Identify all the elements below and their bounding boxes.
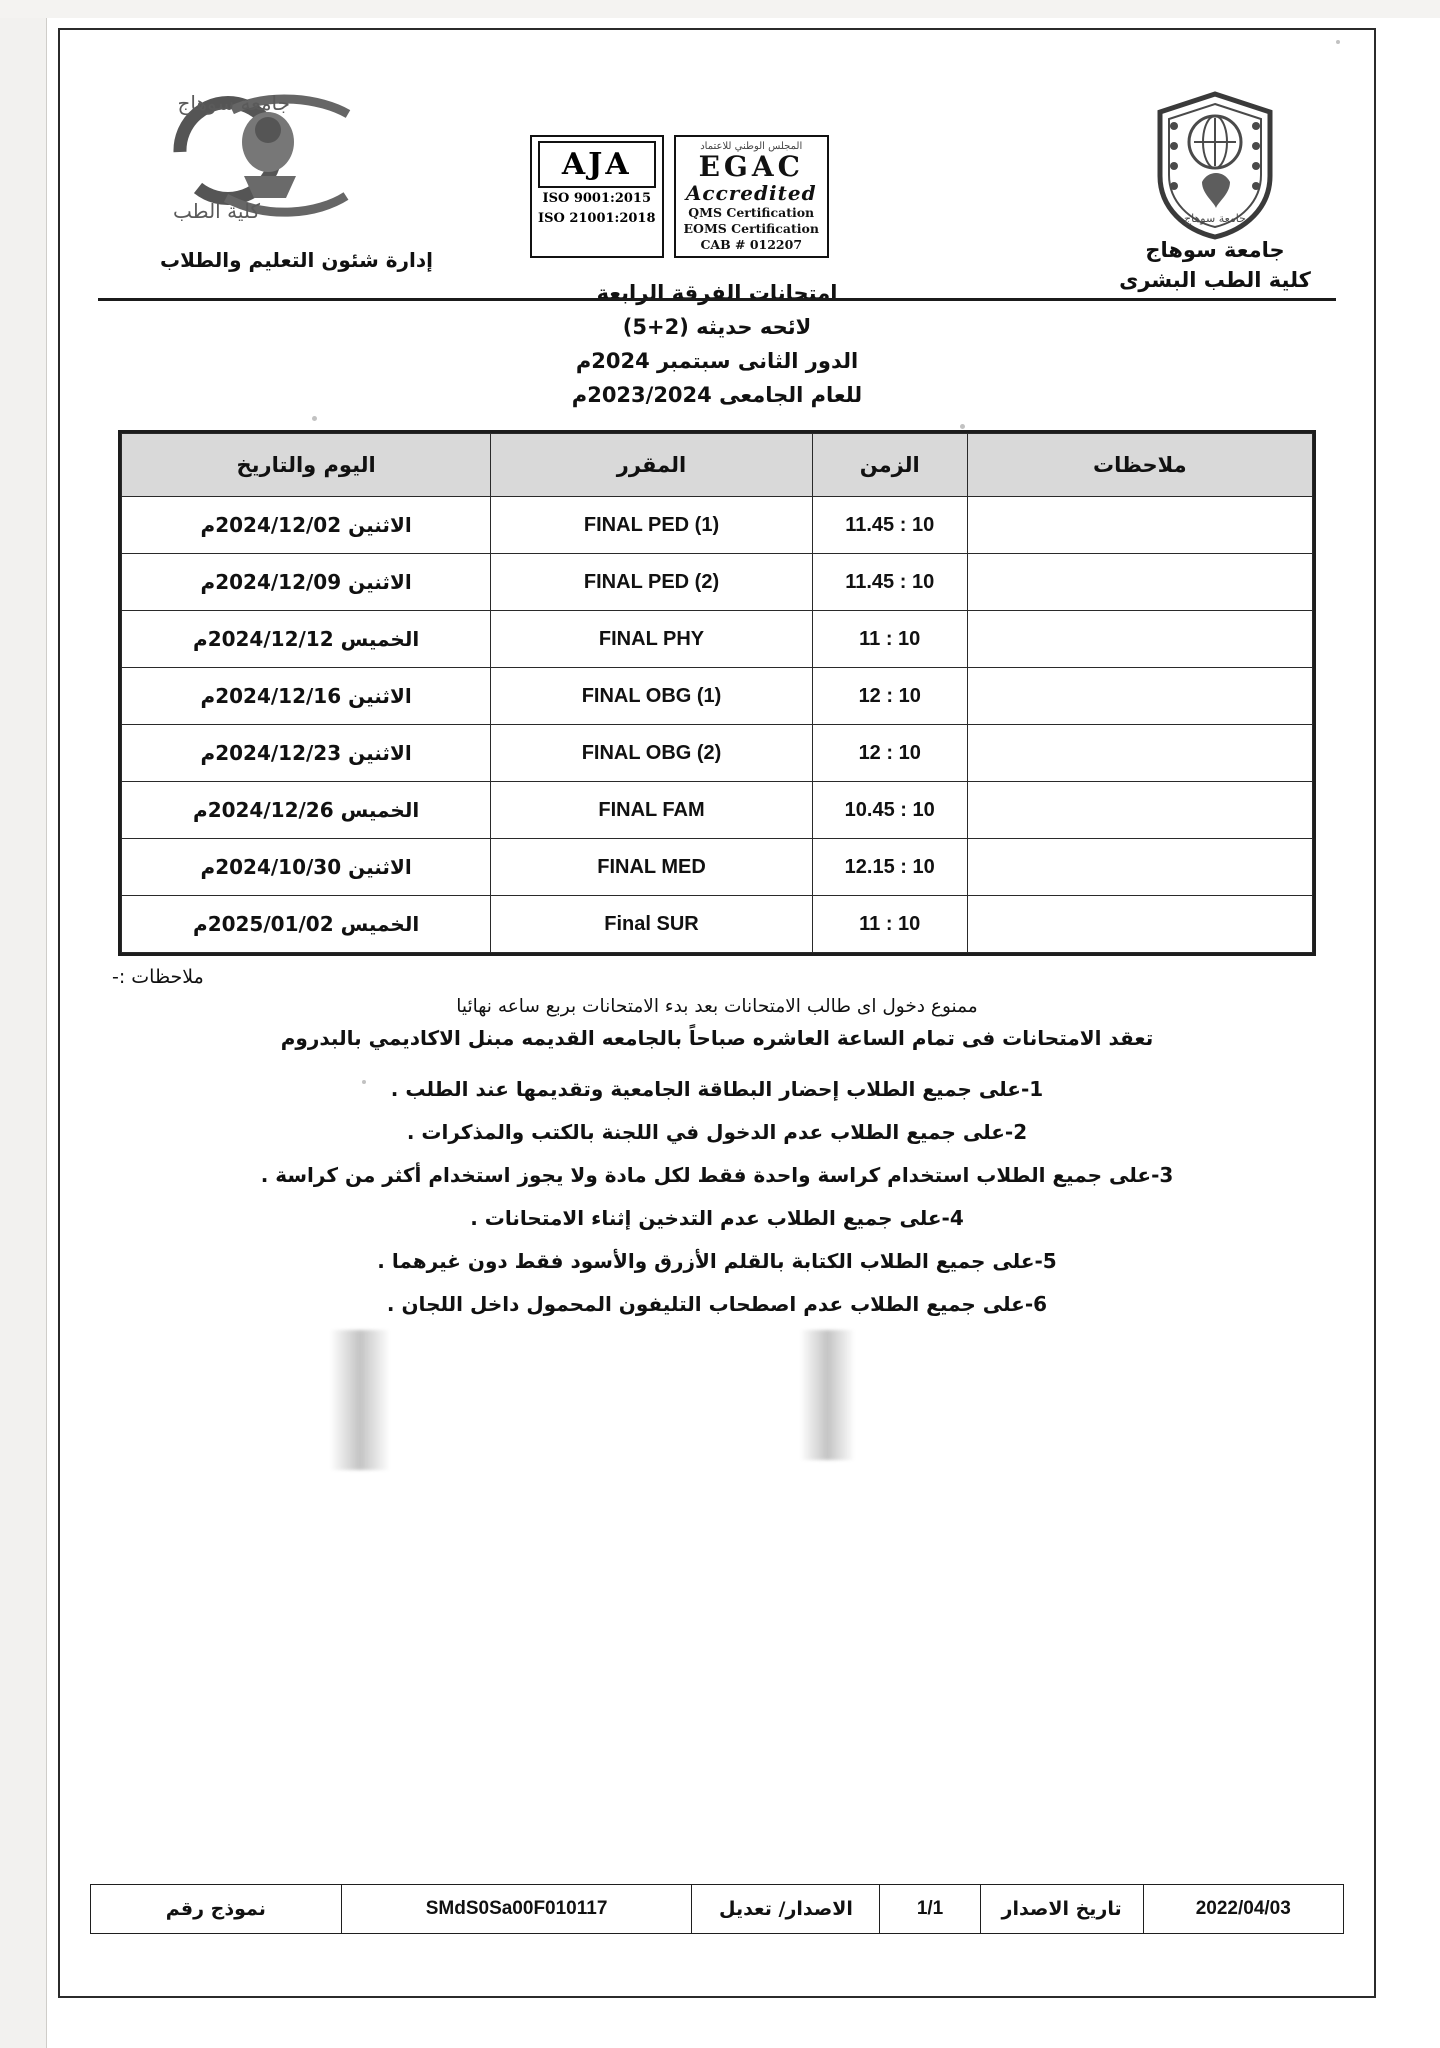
egac-qms-line: QMS Certification [688, 205, 815, 221]
footer-row [91, 1885, 1344, 1934]
aja-iso9001-line: ISO 9001:2015 [542, 191, 651, 206]
cell-notes [967, 554, 1312, 611]
egac-eoms-line: EOMS Certification [683, 221, 819, 237]
scan-left-margin [0, 0, 47, 2048]
cell-time: 10 : 11.45 [812, 497, 967, 554]
cell-course: FINAL PHY [491, 611, 813, 668]
university-name: جامعة سوهاج [1145, 238, 1285, 262]
department-name: إدارة شئون التعليم والطلاب [160, 248, 434, 272]
notes-heading: ملاحظات :- [112, 966, 204, 989]
column-header-date: اليوم والتاريخ [122, 434, 491, 497]
table-row [122, 554, 1313, 611]
footer-issue-date: 2022/04/03 [1143, 1885, 1343, 1934]
cell-notes [967, 896, 1312, 953]
cell-notes [967, 497, 1312, 554]
column-header-notes: ملاحظات [967, 434, 1312, 497]
cell-notes [967, 782, 1312, 839]
footer-form-code: SMdS0Sa00F010117 [341, 1885, 692, 1934]
cell-date: الاثنين 2024/12/23م [122, 725, 491, 782]
egac-cab-line: CAB # 012207 [700, 236, 803, 252]
cell-course: FINAL FAM [491, 782, 813, 839]
cell-date: الخميس 2025/01/02م [122, 896, 491, 953]
scan-smudge [330, 1330, 390, 1470]
cell-date: الاثنين 2024/12/09م [122, 554, 491, 611]
header-divider [98, 298, 1336, 301]
faculty-name: كلية الطب البشرى [1119, 268, 1311, 293]
egac-logo-text: EGAC [698, 150, 804, 183]
footer-revision-label: الاصدار/ تعديل [692, 1885, 880, 1934]
scan-speck [960, 424, 965, 429]
aja-certificate-badge [530, 135, 664, 258]
university-name-block [1100, 235, 1330, 296]
column-header-course: المقرر [491, 434, 813, 497]
cell-notes [967, 668, 1312, 725]
footer-issue-date-label: تاريخ الاصدار [980, 1885, 1143, 1934]
list-item: 4-على جميع الطلاب عدم التدخين إثناء الامتحانات . [470, 1205, 964, 1230]
cell-course: FINAL PED (1) [491, 497, 813, 554]
list-item: 6-على جميع الطلاب عدم اصطحاب التليفون المحمول داخل اللجان . [386, 1291, 1048, 1316]
faculty-crest-icon [1150, 90, 1280, 240]
document-sheet [58, 28, 1376, 1998]
cell-time: 10 : 12 [812, 668, 967, 725]
cell-course: FINAL PED (2) [491, 554, 813, 611]
table-row [122, 725, 1313, 782]
table-row [122, 896, 1313, 953]
footer-page-number: 1/1 [880, 1885, 980, 1934]
table-row [122, 668, 1313, 725]
exam-schedule-table [118, 430, 1316, 956]
notes-section [112, 966, 1322, 1326]
page-title: امتحانات الفرقة الرابعة [596, 281, 838, 305]
aja-iso21001-line: ISO 21001:2018 [538, 210, 656, 226]
column-header-time: الزمن [812, 434, 967, 497]
cell-date: الاثنين 2024/12/16م [122, 668, 491, 725]
cell-notes [967, 725, 1312, 782]
svg-text:جامعة سوهاج: جامعة سوهاج [1184, 212, 1246, 225]
list-item: 3-على جميع الطلاب استخدام كراسة واحدة فقط لكل مادة ولا يجوز استخدام أكثر من كراسة . [260, 1162, 1174, 1187]
table-row [122, 782, 1313, 839]
egac-arabic-caption: المجلس الوطني للاعتماد [700, 141, 803, 152]
cell-date: الاثنين 2024/12/02م [122, 497, 491, 554]
cell-date: الخميس 2024/12/26م [122, 782, 491, 839]
footer-form-label: نموذج رقم [91, 1885, 342, 1934]
cell-time: 10 : 10.45 [812, 782, 967, 839]
table-row [122, 497, 1313, 554]
cell-time: 10 : 11.45 [812, 554, 967, 611]
title-regulation: لائحه حديثه (2+5) [622, 315, 812, 340]
notes-venue: تعقد الامتحانات فى تمام الساعة العاشره صباحاً بالجامعه القديمه مبنل الاكاديمي بالبدروم [280, 1025, 1154, 1050]
title-round: الدور الثانى سبتمبر 2024م [575, 349, 859, 374]
cell-time: 10 : 11 [812, 611, 967, 668]
scan-speck [312, 416, 317, 421]
list-item: 1-على جميع الطلاب إحضار البطاقة الجامعية وتقديمها عند الطلب . [390, 1076, 1044, 1101]
scan-speck [1336, 40, 1340, 44]
cell-course: Final SUR [491, 896, 813, 953]
table-row [122, 839, 1313, 896]
cell-date: الاثنين 2024/10/30م [122, 839, 491, 896]
accreditation-logos [530, 135, 829, 258]
table-header-row [122, 434, 1313, 497]
sohag-university-logo-icon [140, 80, 390, 225]
svg-text:كلية الطب: كلية الطب [173, 199, 260, 223]
cell-time: 10 : 11 [812, 896, 967, 953]
rules-list [112, 1068, 1322, 1326]
cell-date: الخميس 2024/12/12م [122, 611, 491, 668]
title-academic-year: للعام الجامعى 2023/2024م [571, 383, 863, 408]
cell-course: FINAL OBG (1) [491, 668, 813, 725]
cell-course: FINAL MED [491, 839, 813, 896]
document-title-block [60, 276, 1374, 412]
cell-time: 10 : 12.15 [812, 839, 967, 896]
svg-text:جامعة سوهاج: جامعة سوهاج [177, 91, 290, 115]
egac-certificate-badge [674, 135, 829, 258]
scan-speck [362, 1080, 366, 1084]
cell-notes [967, 611, 1312, 668]
scan-smudge [800, 1330, 855, 1460]
egac-accredited-text: Accredited [685, 181, 817, 206]
list-item: 2-على جميع الطلاب عدم الدخول في اللجنة بالكتب والمذكرات . [406, 1119, 1028, 1144]
list-item: 5-على جميع الطلاب الكتابة بالقلم الأزرق والأسود فقط دون غيرهما . [377, 1248, 1057, 1273]
aja-logo-text: AJA [538, 141, 656, 188]
notes-late-entry: ممنوع دخول اى طالب الامتحانات بعد بدء الامتحانات بربع ساعه نهائيا [456, 996, 978, 1018]
cell-time: 10 : 12 [812, 725, 967, 782]
table-row [122, 611, 1313, 668]
cell-course: FINAL OBG (2) [491, 725, 813, 782]
cell-notes [967, 839, 1312, 896]
scan-top-margin [0, 0, 1440, 18]
document-footer [90, 1884, 1344, 1934]
